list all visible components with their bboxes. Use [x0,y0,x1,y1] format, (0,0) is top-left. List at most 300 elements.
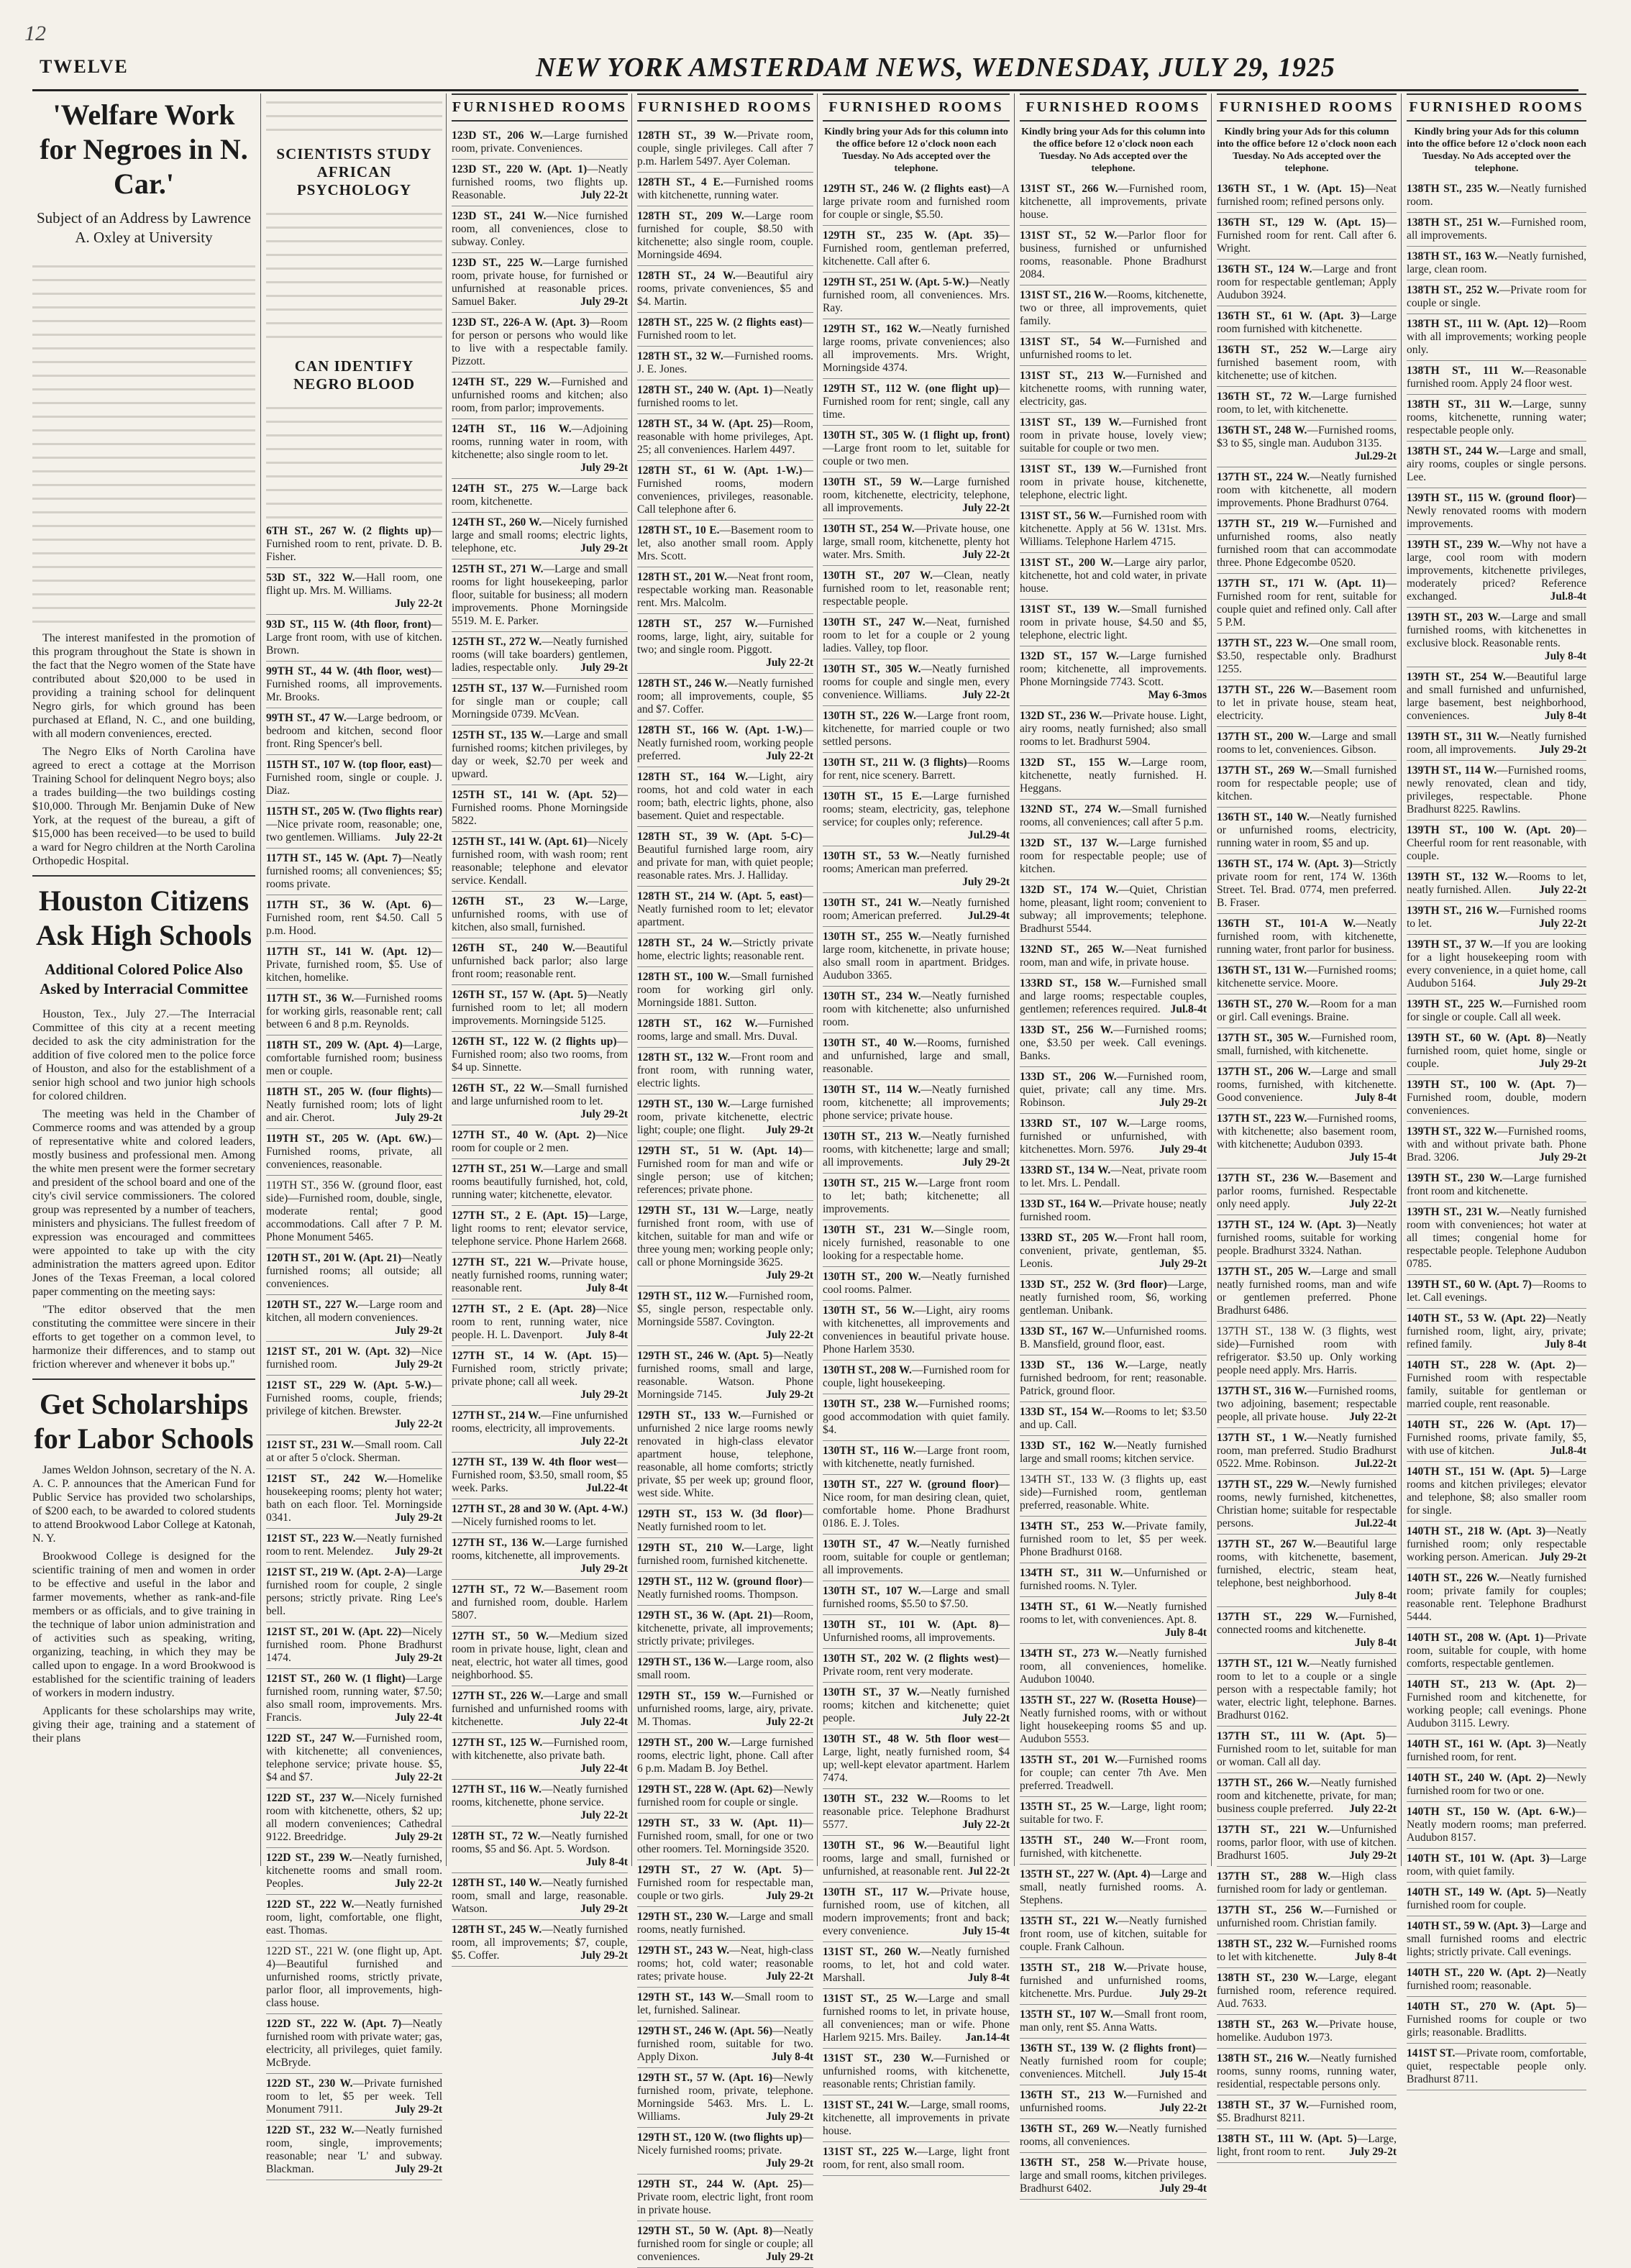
ad-text: —Unfurnished or furnished rooms. N. Tyler. [1020,1567,1207,1592]
classified-ad [1217,421,1397,467]
ad-run-date: July 15-4t [962,1925,1010,1937]
ad-address: 131ST ST., 52 W. [1020,229,1118,242]
classified-ad [452,985,628,1032]
ad-run-date: July 29-2t [580,462,628,474]
classified-ad [1217,306,1397,340]
ad-address: 131ST ST., 54 W. [1020,336,1125,348]
ad-text: —Large furnished room, private kitchenette, electric light; couple; one flight. [637,1098,813,1136]
ad-text: —Furnished and unfurnished rooms and kitchen; also room, from parlor; improvements. [452,376,628,414]
classified-ad [1020,833,1207,880]
ad-text: —Newly renovated rooms with modern improvements. [1407,492,1586,530]
classified-ad [452,1780,628,1826]
ad-address: 140TH ST., 220 W. (Apt. 2) [1407,1967,1546,1979]
ad-address: 129TH ST., 57 W. (Apt. 16) [637,2072,773,2084]
ad-text: —Neatly furnished rooms, all conveniences. [1020,2123,1207,2148]
ad-address: 121ST ST., 231 W. [266,1439,354,1451]
ad-text: —Homelike housekeeping rooms; plenty hot water; bath on each floor. Tel. Morningside 0341. [266,1473,442,1524]
ad-address: 137TH ST., 305 W. [1217,1032,1310,1044]
ad-text: —Beautiful airy rooms, private conveniences, $5 and $4. Martin. [637,270,813,308]
ad-run-date: July 22-2t [1349,1411,1397,1423]
ad-address: 130TH ST., 202 W. (2 flights west) [823,1652,999,1665]
ad-address: 132D ST., 155 W. [1020,756,1131,769]
ad-address: 127TH ST., 40 W. (Apt. 2) [452,1129,596,1141]
ad-text: —Neat, furnished room to let for a couple or 2 young ladies. Valley, top floor. [823,616,1010,654]
classified-ad [637,1048,813,1094]
ad-text: —High class furnished room for lady or gentleman. [1217,1870,1397,1896]
ad-text: —Neatly furnished room; only respectable working person. American. [1407,1525,1586,1563]
ad-address: 128TH ST., 34 W. (Apt. 25) [637,418,772,430]
ad-address: 120TH ST., 227 W. [266,1299,358,1311]
classified-ad [1407,1169,1586,1202]
ad-address: 139TH ST., 231 W. [1407,1206,1500,1218]
ad-text: —Room, reasonable with home privileges, Apt. 25; all conveniences. Harlem 4497. [637,418,813,456]
classified-ad [452,479,628,513]
classified-ad [452,1079,628,1125]
classified-ad [1217,1062,1397,1109]
ads-list-col3 [452,126,628,1967]
ad-address: 122D ST., 222 W. [266,1898,355,1911]
ad-address: 136TH ST., 213 W. [1020,2089,1127,2101]
ad-text: —Large and small neatly furnished rooms, man and wife or gentlemen preferred. Phone Bradhurst 6486. [1217,1266,1397,1317]
ad-text: —Small furnished rooms, all conveniences; call after 5 p.m. [1020,803,1207,828]
classified-ad [637,1538,813,1572]
ad-text: —Neatly furnished front room, use of kitchen, suitable for couple. Frank Calhoun. [1020,1915,1207,1953]
margin-scribble: 12 [24,22,46,45]
ad-run-date: Jul.22-4t [585,1482,628,1494]
ad-text: —Neatly furnished room, single, improvements; reasonable; near 'L' and subway. Blackman. [266,2124,442,2175]
ad-run-date: Jul.29-4t [967,910,1010,922]
ad-address: 126TH ST., 23 W. [452,895,588,907]
ad-address: 128TH ST., 246 W. [637,677,728,690]
ad-text: —Large, neatly furnished bedroom, for rent; reasonable. Patrick, ground floor. [1020,1359,1207,1397]
section-head-furnished-rooms: FURNISHED ROOMS [1217,93,1397,122]
column-rule [446,93,447,1866]
ad-run-date: July 22-2t [395,831,442,843]
classified-ad [266,615,442,662]
classified-ad [1407,1768,1586,1802]
classified-ad [1407,1275,1586,1309]
classified-ad [637,1814,813,1860]
ad-address: 138TH ST., 311 W. [1407,398,1512,411]
ad-text: —Neatly furnished room with kitchenette; also unfurnished room. [823,990,1010,1028]
classified-ad [1217,2095,1397,2129]
ad-text: —Large, unfurnished rooms, with use of kitchen, also small, furnished. [452,895,628,933]
ad-address: 137TH ST., 223 W. [1217,637,1309,649]
ad-text: —Large, light furnished room, furnished kitchenette. [637,1542,813,1567]
ad-address: 118TH ST., 209 W. (Apt. 4) [266,1039,403,1051]
classified-ad [823,1301,1010,1361]
classified-ad [266,662,442,708]
ad-address: 122D ST., 247 W. [266,1732,355,1745]
classified-ad [452,1920,628,1967]
ad-run-date: Jul.22-4t [1354,1517,1397,1529]
ad-address: 137TH ST., 206 W. [1217,1066,1311,1078]
ad-address: 131ST ST., 225 W. [823,2146,918,2158]
ad-run-date: July 29-2t [1539,977,1586,989]
ad-run-date: July 8-4t [1544,1338,1586,1350]
classified-ad [1020,1402,1207,1436]
column-rule [631,93,632,1866]
ad-address: 128TH ST., 24 W. [637,270,736,282]
ad-address: 128TH ST., 240 W. (Apt. 1) [637,384,773,396]
classified-ad [1020,753,1207,800]
ad-run-date: July 22-2t [962,502,1010,514]
classified-ad [637,461,813,521]
classified-ad [452,726,628,785]
ad-address: 140TH ST., 240 W. (Apt. 2) [1407,1772,1546,1784]
ad-run-date: July 29-2t [1539,1151,1586,1163]
ad-text: —Furnished room, $5. Bradhurst 8211. [1217,2099,1397,2124]
column-news-2 [266,93,442,2175]
ad-address: 130TH ST., 241 W. [823,897,921,909]
ad-text: —Private room, electric light, front room in private house. [637,2178,813,2216]
classified-ad [637,721,813,767]
ad-address: 126TH ST., 157 W. (Apt. 5) [452,989,588,1001]
ad-address: 132D ST., 174 W. [1020,884,1119,896]
ad-text: —Neatly furnished room with private water; gas, electricity, all privileges, quiet family. McBryde. [266,2018,442,2069]
ad-text: —Private house. Light, airy rooms, neatly furnished; also small rooms to let. Bradhurst 5904. [1020,710,1207,748]
classified-ad [1407,1075,1586,1122]
ad-text: —Furnished rooms, two adjoining, basement; respectable people, all private house. [1217,1385,1397,1423]
ad-text: —Furnished room, quiet, private; call any time. Mrs. Robinson. [1020,1071,1207,1109]
classified-ad [266,1469,442,1529]
classified-ad [1407,1628,1586,1675]
classified-ad [1020,1020,1207,1067]
section-head-furnished-rooms: FURNISHED ROOMS [1020,93,1207,122]
ad-address: 130TH ST., 227 W. (ground floor) [823,1478,999,1491]
ad-text: —Beautiful light rooms, large and small, furnished or unfurnished, at reasonable rent. [823,1839,1010,1878]
ad-text: —Nicely furnished large and small rooms; electric lights, telephone, etc. [452,516,628,554]
ad-address: 135TH ST., 227 W. (Apt. 4) [1020,1868,1151,1880]
classified-ad [823,1836,1010,1883]
classified-ad [452,632,628,679]
classified-ad [1217,260,1397,306]
ad-text: —Large and small furnished rooms, with kitchenettes in exclusive block. Reasonable rents. [1407,611,1586,649]
ad-address: 127TH ST., 116 W. [452,1783,542,1796]
ad-text: —Light, airy rooms, hot and cold water in each room; bath, electric lights, phone, also basement. Quiet and respectable. [637,771,813,822]
ad-address: 129TH ST., 112 W. [637,1290,728,1302]
ad-run-date: July 22-2t [766,1716,813,1728]
ad-text: —Front room, furnished, with kitchenette. [1020,1834,1207,1860]
ad-address: 131ST ST., 139 W. [1020,603,1120,616]
ad-address: 129TH ST., 131 W. [637,1204,739,1217]
ad-address: 138TH ST., 111 W. (Apt. 5) [1217,2133,1357,2145]
ad-text: —Neatly furnished rooms for couple and single men, every convenience. Williams. [823,663,1010,701]
ad-address: 121ST ST., 201 W. (Apt. 32) [266,1345,411,1358]
ad-text: —Furnished room, rent $4.50. Call 5 p.m. Hood. [266,899,442,937]
ad-text: —Furnished room to let. [637,316,813,342]
ad-address: 6TH ST., 267 W. (2 flights up) [266,525,431,537]
classified-ad [1407,1997,1586,2044]
ads-list-col4 [637,126,813,2268]
ad-text: —Neatly furnished room with conveniences; hot water at all times; congenial home for respectable people. Telephone Audubon 0785. [1407,1206,1586,1270]
ad-text: —Furnished or unfurnished room. Christian family. [1217,1904,1397,1929]
ad-address: 133D ST., 164 W. [1020,1198,1102,1210]
ad-address: 120TH ST., 201 W. (Apt. 21) [266,1252,402,1264]
ad-text: —Furnished room, single or couple. J. Diaz. [266,759,442,797]
ad-text: —Neatly furnished rooms; all outside; all conveniences. [266,1252,442,1290]
ad-address: 125TH ST., 272 W. [452,636,542,648]
classified-ad [452,126,628,160]
ad-text: —Neatly furnished rooms, with kitchenette; large and small; all improvements. [823,1130,1010,1169]
ad-address: 129TH ST., 246 W. (Apt. 56) [637,2025,773,2037]
classified-ad [452,206,628,253]
classified-ad [1407,1462,1586,1522]
ad-text: —Large furnished room, private house, for furnished or unfurnished at reasonable prices. Samuel Baker. [452,257,628,308]
article-paragraph: James Weldon Johnson, secretary of the N. A. A. C. P. announces that the American Fund for Public Service has provided two scholarships, of $200 each, to be awarded to colored students to attend Brookwood Labor College at Katonah, N. Y. [32,1464,255,1545]
classified-ad [1020,1563,1207,1597]
ad-address: 140TH ST., 150 W. (Apt. 6-W.) [1407,1806,1576,1818]
ad-address: 127TH ST., 139 W. 4th floor west [452,1456,617,1468]
ad-text: —Furnished rooms. J. E. Jones. [637,350,813,375]
ad-text: —Furnished room for rent; single, call any time. [823,383,1010,421]
ad-text: —Large furnished front room and kitchenette. [1407,1172,1586,1197]
ad-address: 126TH ST., 22 W. [452,1082,544,1094]
ad-text: —Private house, large and small rooms, kitchen privileges. Bradhurst 6402. [1020,2157,1207,2195]
ad-address: 137TH ST., 226 W. [1217,684,1313,696]
ad-text: —Neatly furnished rooms; all conveniences; $5; rooms private. [266,852,442,890]
ad-address: 122D ST., 230 W. [266,2077,353,2090]
classified-ad [452,1733,628,1780]
ad-run-date: July 22-4t [580,1716,628,1728]
classified-ad [452,1533,628,1580]
ad-address: 129TH ST., 230 W. [637,1911,729,1923]
ad-text: —Large and small rooms to let, conveniences. Gibson. [1217,731,1397,756]
headline-welfare-work: 'Welfare Work for Negroes in N. Car.' [40,99,248,200]
ad-address: 139TH ST., 37 W. [1407,938,1493,951]
classified-ad [452,1627,628,1686]
classified-ad [1020,2119,1207,2153]
ad-address: 121ST ST., 219 W. (Apt. 2-A) [266,1566,406,1578]
ad-text: —Neatly furnished room, quiet home, single or couple. [1407,1032,1586,1070]
classified-ad [1217,808,1397,854]
article-continued-faded [266,93,442,137]
ad-text: —Neat, high-class rooms; hot, cold water; reasonable rates; private house. [637,1944,813,1983]
classified-ad [637,2175,813,2221]
ad-address: 125TH ST., 135 W. [452,729,544,741]
ad-address: 139TH ST., 203 W. [1407,611,1501,623]
ad-text: —Neatly furnished room, all conveniences, homelike. Audubon 10040. [1020,1647,1207,1686]
classified-ad [823,893,1010,927]
ad-address: 128TH ST., 162 W. [637,1018,758,1030]
ad-run-date: July 8-4t [967,1972,1010,1984]
ad-address: 128TH ST., 209 W. [637,210,744,222]
ad-run-date: July 8-4t [771,2051,813,2063]
ad-run-date: July 29-2t [395,1652,442,1664]
ad-address: 128TH ST., 72 W. [452,1830,541,1842]
classified-ad [1020,1750,1207,1797]
ad-text: —Private room, suitable for couple, with home comforts, respectable gentlemen. [1407,1632,1586,1670]
classified-ad [823,319,1010,379]
classified-ad [1407,314,1586,361]
ad-text: —Neatly furnished rooms, two flights up. Reasonable. [452,163,628,201]
classified-ad [1020,800,1207,833]
ad-address: 138TH ST., 216 W. [1217,2052,1310,2064]
classified-ad [637,347,813,380]
classified-ad [1217,680,1397,727]
headline-houston: Houston Citizens Ask High Schools [35,884,252,951]
article-welfare-body [32,631,255,868]
ad-text: —Large and small, neatly furnished rooms. A. Stephens. [1020,1868,1207,1906]
ad-address: 138TH ST., 244 W. [1407,445,1499,457]
ad-run-date: July 22-2t [962,1819,1010,1831]
ad-address: 139TH ST., 225 W. [1407,998,1502,1010]
ad-address: 129TH ST., 235 W. (Apt. 35) [823,229,999,242]
classified-ad [1020,2005,1207,2039]
ad-text: —Private room, couple, single privileges. Call after 7 p.m. Harlem 5497. Ayer Coleman. [637,129,813,168]
ad-run-date: July 29-2t [962,876,1010,888]
ad-text: —Neatly furnished room with kitchenette, all modern improvements. Phone Bradhurst 0764. [1217,471,1397,509]
classified-ad [1217,634,1397,680]
ad-address: 130TH ST., 107 W. [823,1585,921,1597]
ad-text: —Furnished or unfurnished rooms, large, airy, private. M. Thomas. [637,1690,813,1728]
column-ads-4 [637,93,814,2263]
ad-text: —Furnished rooms, modern conveniences, privileges, reasonable. Call telephone after 6. [637,465,813,516]
ad-text: —Newly furnished room for couple or single. [637,1783,813,1809]
article-paragraph: Applicants for these scholarships may write, giving their age, training and a statement of their plans [32,1705,255,1745]
subhead-houston: Additional Colored Police Also Asked by Interracial Committee [40,961,248,997]
ad-run-date: July 29-2t [1539,1058,1586,1070]
classified-ad [823,519,1010,566]
ad-run-date: July 29-2t [395,1112,442,1124]
classified-ad [1020,1470,1207,1517]
classified-ad [266,1942,442,2014]
ad-text: —Large, small rooms, kitchenette, all improvements in private house. [823,2099,1010,2137]
classified-ad [266,895,442,942]
ad-text: —Large and small rooms, neatly furnished. [637,1911,813,1936]
classified-ad [452,785,628,832]
ad-text: —Furnished room for single or couple. Call all week. [1407,998,1586,1023]
ad-address: 128TH ST., 201 W. [637,571,727,583]
classified-ad [266,2121,442,2180]
classified-ad [1020,1275,1207,1322]
ad-run-date: July 22-4t [580,1762,628,1775]
ad-address: 130TH ST., 96 W. [823,1839,927,1852]
classified-ad [823,613,1010,659]
ad-run-date: July 22-2t [962,549,1010,561]
classified-ad [1407,1122,1586,1169]
ad-address: 137TH ST., 266 W. [1217,1777,1310,1789]
classified-ad [266,1295,442,1342]
ad-text: —Small room. Call at or after 5 o'clock. Sherman. [266,1439,442,1464]
ad-run-date: July 22-2t [395,1418,442,1430]
classified-ad [637,767,813,827]
ad-address: 139TH ST., 115 W. (ground floor) [1407,492,1576,504]
ad-text: —Neatly furnished room, all improvements; $7, couple, $5. Coffer. [452,1924,628,1962]
ad-text: —Cheerful room for rent reasonable, with couple. [1407,824,1586,862]
ad-address: 140TH ST., 149 W. (Apt. 5) [1407,1886,1546,1898]
ad-run-date: July 29-2t [766,2111,813,2123]
ad-address: 139TH ST., 230 W. [1407,1172,1503,1184]
classified-ad [1407,1415,1586,1462]
classified-ad [266,1622,442,1669]
classified-ad [266,942,442,989]
ad-address: 134TH ST., 311 W. [1020,1567,1123,1579]
ad-text: —Furnished room to let, suitable for man or woman. Call all day. [1217,1730,1397,1768]
ad-text: —Adjoining rooms, running water in room, with kitchenette; also single room to let. [452,423,628,461]
classified-ad [1217,1820,1397,1867]
ad-text: —Furnished room with respectable family, suitable for gentleman or married couple, rent reasonable. [1407,1359,1586,1410]
ad-text: —Private room, rent very moderate. [823,1652,1010,1678]
article-blood-faded [266,399,442,521]
ad-text: —Small furnished and large unfurnished room to let. [452,1082,628,1107]
ad-address: 130TH ST., 59 W. [823,476,923,488]
ad-address: 140TH ST., 151 W. (Apt. 5) [1407,1465,1550,1478]
classified-ad [1020,1436,1207,1470]
ad-text: —Large room furnished with kitchenette. [1217,310,1397,335]
ad-address: 137TH ST., 111 W. (Apt. 5) [1217,1730,1386,1742]
ad-text: —Private, furnished room, $5. Use of kitchen, homelike. [266,946,442,984]
ad-text: —Neatly furnished room for couple; conveniences. Mitchell. [1020,2042,1207,2080]
ad-address: 129TH ST., 246 W. (Apt. 5) [637,1350,773,1362]
ad-text: —Furnished rooms to let. [1407,905,1586,930]
column-ads-5 [823,93,1010,2171]
ad-text: —Large and small, airy rooms, couples or single persons. Lee. [1407,445,1586,483]
ad-address: 138TH ST., 235 W. [1407,183,1500,195]
ad-text: —Neatly furnished room; private family for couples; reasonable rent. Telephone Bradhurst 5444. [1407,1572,1586,1623]
ad-run-date: July 29-2t [1159,1097,1207,1109]
ad-text: —Small room to let, furnished. Salinear. [637,1991,813,2016]
classified-ad [1020,285,1207,332]
classified-ad [823,1080,1010,1127]
ad-text: —Unfurnished rooms. B. Mansfield, ground floor, east. [1020,1325,1207,1350]
ad-address: 137TH ST., 267 W. [1217,1538,1316,1550]
column-rule [817,93,818,1866]
ad-text: —Large furnished room, to let, with kitchenette. [1217,390,1397,416]
ad-address: 133D ST., 256 W. [1020,1024,1113,1036]
ad-text: —A large private room and furnished room for couple or single, $5.50. [823,183,1010,221]
ad-address: 131ST ST., 139 W. [1020,463,1122,475]
ad-address: 129TH ST., 228 W. (Apt. 62) [637,1783,773,1796]
ad-run-date: July 8-4t [1544,650,1586,662]
classified-ad [266,1248,442,1295]
classified-ad [823,659,1010,706]
ad-text: —Furnished rooms; good accommodation with quiet family. $4. [823,1398,1010,1436]
ad-address: 125TH ST., 271 W. [452,563,544,575]
ad-address: 136TH ST., 124 W. [1217,263,1312,275]
ad-text: —Neatly furnished room for single or couple; all conveniences. [637,2225,813,2263]
ad-text: —Neatly furnished room to let; elevator apartment. [637,890,813,928]
ad-address: 136TH ST., 131 W. [1217,964,1307,977]
ad-text: —Furnished rooms, with kitchenette; also basement room, with kitchenette; Audubon 0393. [1217,1112,1397,1151]
ad-text: —Basement and parlor rooms, furnished. Respectable only need apply. [1217,1172,1397,1210]
ad-address: 131ST ST., 216 W. [1020,289,1107,301]
classified-ad [637,1141,813,1201]
ad-text: —Furnished rooms with kitchenette, running water. [637,176,814,201]
classified-ad [1217,1475,1397,1535]
classified-ad [452,1873,628,1920]
ad-address: 121ST ST., 242 W. [266,1473,388,1485]
classified-ad [823,1683,1010,1729]
ad-text: —Furnished room for couple, light housekeeping. [823,1364,1010,1389]
article-houston-body [32,1007,255,1371]
ad-address: 137TH ST., 229 W. [1217,1478,1310,1491]
ad-address: 139TH ST., 239 W. [1407,539,1501,551]
ad-text: —Neatly furnished room, with kitchenette, running water, front parlor for business. [1217,918,1397,956]
ads-list-col6 [1020,179,1207,2200]
ad-run-date: July 29-2t [580,662,628,674]
ad-text: —Beautiful furnished large room, airy and private for man, with quiet people; reasonable rates. Mrs. J. Halliday. [637,831,813,882]
ad-submission-notice: Kindly bring your Ads for this column into the office before 12 o'clock noon each Tuesday. No Ads accepted over the telephone. [824,127,1008,174]
classified-ad [823,226,1010,273]
ad-address: 127TH ST., 72 W. [452,1583,544,1596]
ad-address: 129TH ST., 133 W. [637,1409,741,1422]
ad-address: 140TH ST., 208 W. (Apt. 1) [1407,1632,1544,1644]
ad-address: 133D ST., 154 W. [1020,1406,1105,1418]
ad-address: 140TH ST., 59 W. (Apt. 3) [1407,1920,1531,1932]
ad-text: —Neatly furnished room, suitable for couple or gentleman; all improvements. [823,1538,1010,1576]
ad-text: —Furnished rooms, newly renovated, clean and tidy, privileges, respectable. Phone Bradhurst 8225. Rawlins. [1407,764,1586,815]
